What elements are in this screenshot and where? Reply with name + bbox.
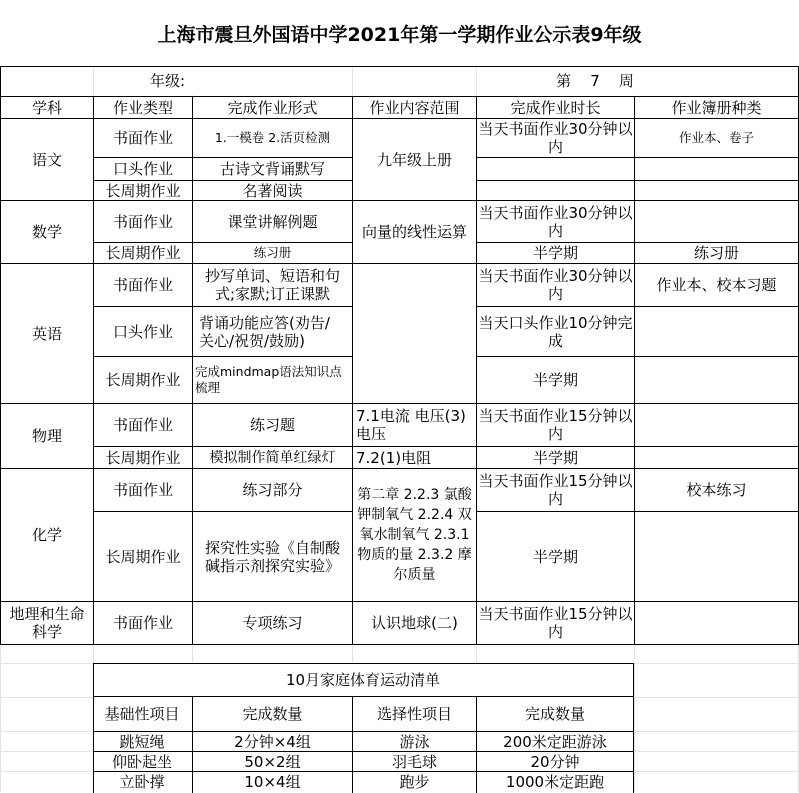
time-cell: 半学期 [477, 357, 634, 403]
scope-cell [353, 264, 476, 403]
header-book: 作业簿册种类 [635, 97, 798, 118]
header-subject: 学科 [1, 97, 93, 118]
empty-cell [635, 181, 798, 200]
sports-cell: 50×2组 [193, 752, 352, 771]
type-cell: 长周期作业 [94, 447, 192, 468]
sports-header: 完成数量 [477, 697, 633, 731]
type-cell: 长周期作业 [94, 181, 192, 200]
type-cell: 书面作业 [94, 264, 192, 306]
empty-cell [477, 181, 634, 200]
subject-yingyu: 英语 [1, 264, 93, 403]
time-cell: 半学期 [477, 512, 634, 601]
empty-cell [635, 158, 798, 180]
subject-shuxue: 数学 [1, 201, 93, 263]
time-cell: 当天口头作业10分钟完成 [477, 307, 634, 356]
scope-cell: 第二章 2.2.3 氯酸钾制氧气 2.2.4 双氧水制氧气 2.3.1 物质的量 2.3.2 摩尔质量 [353, 469, 476, 601]
form-cell: 古诗文背诵默写 [193, 158, 352, 180]
sports-header: 完成数量 [193, 697, 352, 731]
time-cell: 当天书面作业15分钟以内 [477, 602, 634, 644]
empty-cell [635, 201, 798, 242]
form-cell: 名著阅读 [193, 181, 352, 200]
empty-cell [477, 158, 634, 180]
subject-huaxue: 化学 [1, 469, 93, 601]
book-cell: 作业本、校本习题 [635, 264, 798, 306]
scope-cell: 7.1电流 电压(3)电压 [353, 404, 476, 446]
type-cell: 书面作业 [94, 469, 192, 511]
form-cell: 背诵功能应答(劝告/关心/祝贺/鼓励) [193, 307, 352, 356]
sports-title: 10月家庭体育运动清单 [93, 664, 633, 696]
sports-cell: 游泳 [353, 732, 476, 751]
sports-cell: 2分钟×4组 [193, 732, 352, 751]
time-cell: 当天书面作业15分钟以内 [477, 404, 634, 446]
form-cell: 完成mindmap语法知识点梳理 [193, 357, 352, 403]
scope-cell: 向量的线性运算 [353, 201, 476, 263]
sports-cell: 10×4组 [193, 772, 352, 792]
sports-header: 基础性项目 [93, 697, 191, 731]
time-cell: 半学期 [477, 243, 634, 263]
book-cell: 作业本、卷子 [635, 119, 798, 157]
type-cell: 书面作业 [94, 602, 192, 644]
subject-wuli: 物理 [1, 404, 93, 468]
grade-label: 年级: [95, 67, 235, 95]
empty-cell [635, 447, 798, 468]
type-cell: 书面作业 [94, 201, 192, 242]
header-time: 完成作业时长 [477, 97, 634, 118]
type-cell: 长周期作业 [94, 357, 192, 403]
book-cell: 校本练习 [635, 469, 798, 511]
type-cell: 书面作业 [94, 404, 192, 446]
empty-cell [635, 307, 798, 356]
subject-yuwen: 语文 [1, 119, 93, 200]
form-cell: 练习题 [193, 404, 352, 446]
form-cell: 模拟制作简单红绿灯 [193, 447, 352, 468]
form-cell: 探究性实验《自制酸碱指示剂探究实验》 [193, 512, 352, 601]
sports-cell: 跳短绳 [93, 732, 191, 751]
type-cell: 口头作业 [94, 307, 192, 356]
sports-cell: 20分钟 [477, 752, 633, 771]
form-cell: 练习部分 [193, 469, 352, 511]
type-cell: 长周期作业 [94, 512, 192, 601]
sports-cell: 200米定距游泳 [477, 732, 633, 751]
subject-dili: 地理和生命科学 [1, 602, 93, 644]
time-cell: 半学期 [477, 447, 634, 468]
form-cell: 抄写单词、短语和句式;家默;订正课默 [193, 264, 352, 306]
form-cell: 课堂讲解例题 [193, 201, 352, 242]
empty-cell [635, 404, 798, 446]
sports-cell: 羽毛球 [353, 752, 476, 771]
type-cell: 口头作业 [94, 158, 192, 180]
scope-cell: 九年级上册 [353, 119, 476, 200]
time-cell: 当天书面作业30分钟以内 [477, 264, 634, 306]
empty-cell [635, 357, 798, 403]
scope-cell: 7.2(1)电阻 [353, 447, 476, 468]
empty-cell [635, 512, 798, 601]
page-title: 上海市震旦外国语中学2021年第一学期作业公示表9年级 [0, 0, 799, 66]
type-cell: 书面作业 [94, 119, 192, 157]
sports-cell: 1000米定距跑 [477, 772, 633, 792]
type-cell: 长周期作业 [94, 243, 192, 263]
form-cell: 练习册 [193, 243, 352, 263]
sports-cell: 仰卧起坐 [93, 752, 191, 771]
header-form: 完成作业形式 [193, 97, 352, 118]
form-cell: 专项练习 [193, 602, 352, 644]
scope-cell: 认识地球(二) [353, 602, 476, 644]
sports-cell: 跑步 [353, 772, 476, 792]
time-cell: 当天书面作业30分钟以内 [477, 201, 634, 242]
sports-cell: 立卧撑 [93, 772, 191, 792]
book-cell: 练习册 [635, 243, 798, 263]
form-cell: 1.一模卷 2.活页检测 [193, 119, 352, 157]
time-cell: 当天书面作业15分钟以内 [477, 469, 634, 511]
time-cell: 当天书面作业30分钟以内 [478, 120, 633, 156]
header-type: 作业类型 [94, 97, 192, 118]
empty-cell [635, 602, 798, 644]
sports-header: 选择性项目 [353, 697, 476, 731]
week-label: 第 7 周 [520, 67, 670, 95]
header-scope: 作业内容范围 [353, 97, 476, 118]
